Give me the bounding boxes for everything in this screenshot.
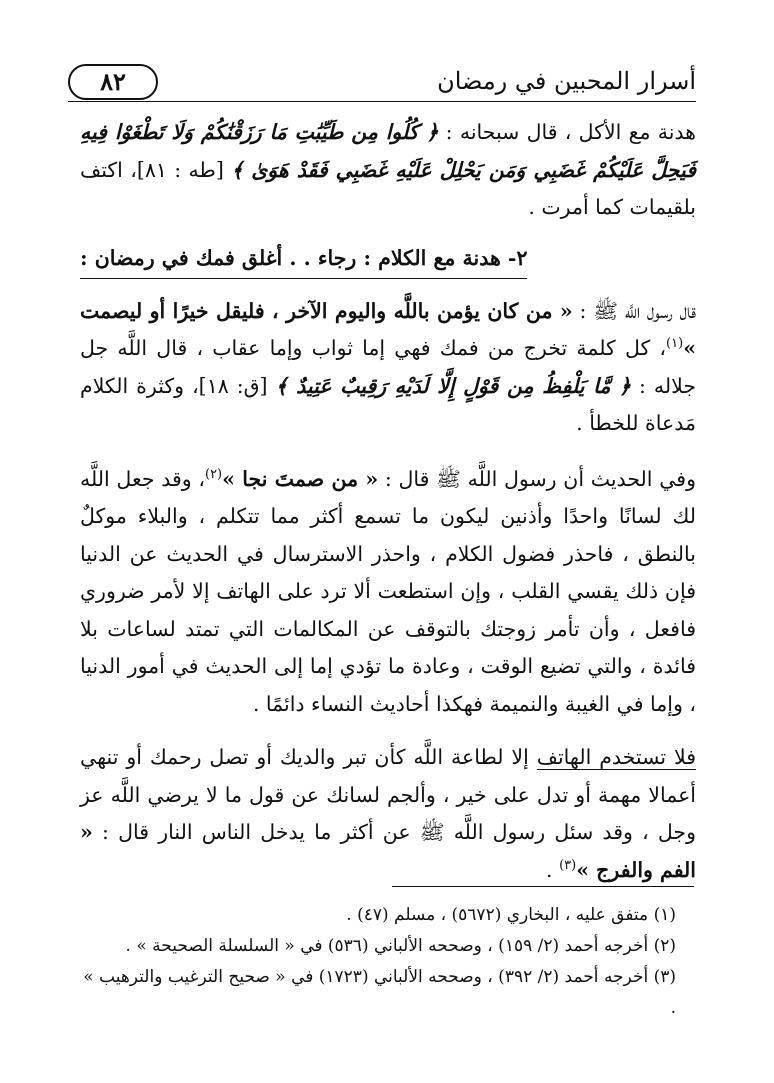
section-heading-text: ٢- هدنة مع الكلام : رجاء . . أغلق فمك في رمضان : — [80, 241, 527, 279]
paragraph-text: إلا لطاعة اللَّه كأن تبر والديك أو تصل رحمك أو تنهي أعمالا مهمة أو تدل على خير ، وألجم لسانك عن قول ما لا يرضي اللَّه عز وجل ، وقد سئل رسول اللَّه ﷺ عن أكثر ما يدخل الناس النار قال : — [80, 745, 696, 844]
footnote-ref: (٣) — [559, 857, 577, 873]
paragraph-intro: وفي الحديث أن رسول اللَّه ﷺ قال : — [384, 466, 696, 491]
quran-verse: ﴿ مَّا يَلْفِظُ مِن قَوْلٍ إِلَّا لَدَيْهِ رَقِيبٌ عَتِيدٌ ﴾ — [275, 373, 631, 398]
paragraph-phone — [80, 739, 696, 889]
quran-verse: ﴿ كُلُوا مِن طَيِّبَٰتِ مَا رَزَقْنَٰكُمْ وَلَا تَطْغَوْا فِيهِ فَيَحِلَّ عَلَيْكُمْ غَضَبِي وَمَن يَحْلِلْ عَلَيْهِ غَضَبِي فَقَدْ هَوَىٰ ﴾ — [80, 120, 696, 182]
footnote-1: (١) متفق عليه ، البخاري (٥٦٧٢) ، مسلم (٤٧) . — [346, 905, 676, 925]
paragraph-text: . — [546, 857, 560, 882]
book-title: أسرار المحبين في رمضان — [437, 67, 696, 95]
hadith-quote: « الفم والفرج » — [80, 820, 696, 882]
hadith-quote: « من صمتَ نجا » — [222, 466, 379, 491]
paragraph-text: ، كل كلمة تخرج من فمك فهي إما ثواب وإما عقاب ، قال اللَّه جل جلاله : — [80, 336, 696, 398]
page-number: ٨٢ — [68, 64, 158, 100]
paragraph-intro: قال رسول اللَّه ﷺ : — [579, 298, 696, 323]
paragraph-text: [طه : ٨١]، اكتف بلقيمات كما أمرت . — [80, 157, 696, 219]
footnote-divider — [392, 886, 694, 887]
paragraph-silence — [80, 461, 696, 724]
footnote-3: (٣) أخرجه أحمد (٢/ ٣٩٢) ، وصححه الألباني (١٧٢٣) في « صحيح الترغيب والترهيب » . — [83, 967, 676, 1018]
footnote-2: (٢) أخرجه أحمد (٢/ ١٥٩) ، وصححه الألباني (٥٣٦) في « السلسلة الصحيحة » . — [125, 936, 676, 956]
page-body — [80, 114, 696, 889]
paragraph-text: [ق: ١٨]، وكثرة الكلام مَدعاة للخطأ . — [80, 373, 696, 435]
footnotes — [80, 900, 676, 1024]
paragraph-intro: هدنة مع الأكل ، قال سبحانه : — [445, 120, 696, 144]
footnote-ref: (٢) — [204, 466, 223, 482]
underlined-phrase: فلا تستخدم الهاتف — [536, 745, 696, 769]
section-heading — [80, 241, 696, 279]
paragraph-text: ، وقد جعل اللَّه لك لسانًا واحدًا وأذنين ليكون ما تسمع أكثر مما تتكلم ، والبلاء موكلٌ بالنطق ، فاحذر فضول الكلام ، واحذر الاسترسال في الحديث عن الدنيا فإن ذلك يقسي القلب ، وإن استطعت ألا ترد على الهاتف إلا لأمر ضروري فافعل ، وأن تأمر زوجتك بالتوقف عن المكالمات التي تمتد لساعات بلا فائدة ، والتي تضيع الوقت ، وعادة ما تؤدي إما إلى الحديث في أمور الدنيا ، وإما في الغيبة والنميمة فهكذا أحاديث النساء دائمًا . — [80, 466, 697, 716]
paragraph-food-truce — [80, 114, 696, 227]
header-divider — [68, 101, 696, 102]
footnote-ref: (١) — [666, 336, 684, 352]
paragraph-speech-hadith — [80, 293, 696, 443]
hadith-quote: « من كان يؤمن باللَّه واليوم الآخر ، فليقل خيرًا أو ليصمت » — [80, 298, 696, 360]
page-header — [68, 58, 696, 104]
